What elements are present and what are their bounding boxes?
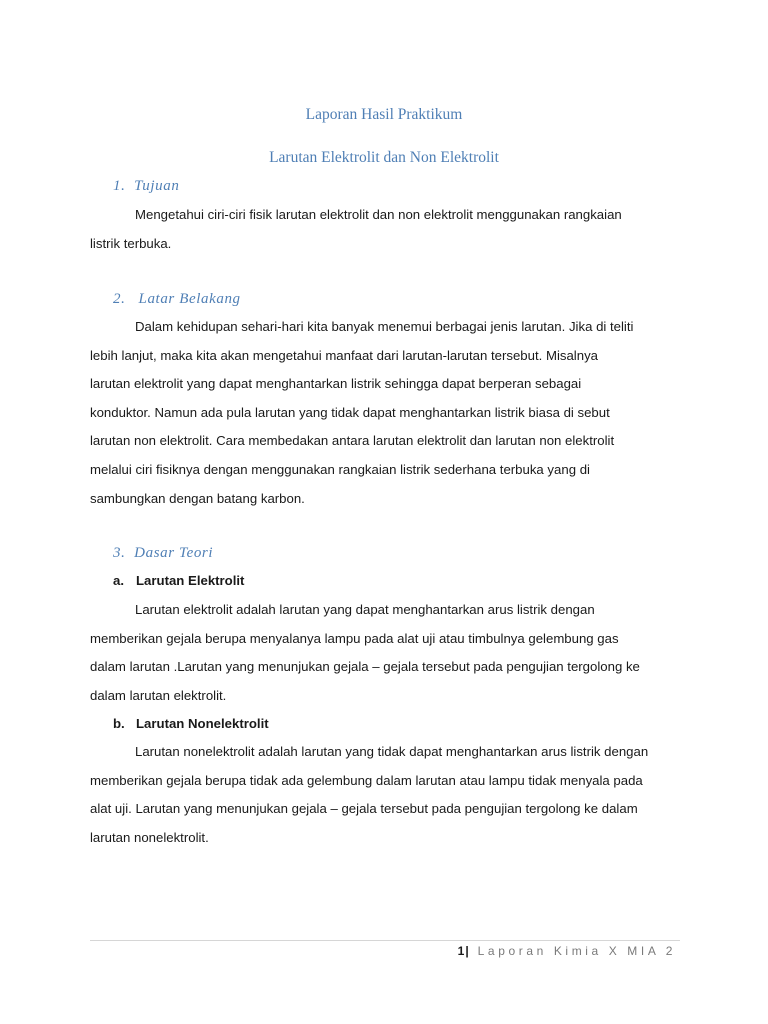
section-body-latar-belakang xyxy=(90,313,686,513)
section-number: 2. xyxy=(113,291,126,307)
document-title: Laporan Hasil Praktikum xyxy=(305,106,463,123)
section-title: Latar Belakang xyxy=(138,291,241,307)
paragraph-line: Larutan nonelektrolit adalah larutan yang tidak dapat menghantarkan arus listrik dengan xyxy=(135,744,649,759)
footer-separator: | xyxy=(465,944,471,958)
paragraph-line: Mengetahui ciri-ciri fisik larutan elektrolit dan non elektrolit menggunakan rangkaian xyxy=(135,207,622,222)
paragraph-line: dalam larutan .Larutan yang menunjukan gejala – gejala tersebut pada pengujian tergolong ke xyxy=(90,659,640,675)
document-subtitle: Larutan Elektrolit dan Non Elektrolit xyxy=(269,149,499,166)
paragraph-line: memberikan gejala berupa tidak ada gelembung dalam larutan atau lampu tidak menyala pada xyxy=(90,772,643,788)
paragraph-line: alat uji. Larutan yang menunjukan gejala – gejala tersebut pada pengujian tergolong ke dalam xyxy=(90,801,638,817)
section-heading-latar-belakang xyxy=(113,291,241,308)
paragraph-line: lebih lanjut, maka kita akan mengetahui manfaat dari larutan-larutan tersebut. Misalnya xyxy=(90,347,599,363)
paragraph-line: larutan non elektrolit. Cara membedakan antara larutan elektrolit dan larutan non elektrolit xyxy=(90,433,615,449)
section-body-tujuan xyxy=(90,201,686,258)
paragraph-line: dalam larutan elektrolit. xyxy=(90,687,227,703)
paragraph-line: larutan nonelektrolit. xyxy=(90,829,209,845)
page-number: 1 xyxy=(457,944,466,958)
subsection-title: Larutan Nonelektrolit xyxy=(136,716,269,731)
subsection-marker: b. xyxy=(113,716,125,731)
section-heading-dasar-teori xyxy=(113,545,213,562)
paragraph-line: memberikan gejala berupa menyalanya lampu pada alat uji atau timbulnya gelembung gas xyxy=(90,630,619,646)
paragraph-line: larutan elektrolit yang dapat menghantarkan listrik sehingga dapat berperan sebagai xyxy=(90,376,582,392)
section-title: Tujuan xyxy=(134,178,180,194)
page-footer xyxy=(458,944,676,958)
subsection-heading-larutan-elektrolit xyxy=(113,573,244,588)
section-title: Dasar Teori xyxy=(134,545,214,561)
subsection-marker: a. xyxy=(113,573,124,588)
subsection-heading-larutan-nonelektrolit xyxy=(113,716,269,731)
subsection-title: Larutan Elektrolit xyxy=(136,573,245,588)
paragraph-line: konduktor. Namun ada pula larutan yang tidak dapat menghantarkan listrik biasa di sebut xyxy=(90,404,610,420)
footer-divider xyxy=(90,940,680,941)
paragraph-line: Larutan elektrolit adalah larutan yang dapat menghantarkan arus listrik dengan xyxy=(135,602,595,617)
subsection-body-larutan-nonelektrolit xyxy=(90,738,686,852)
paragraph-line: melalui ciri fisiknya dengan menggunakan rangkaian listrik sederhana terbuka yang di xyxy=(90,461,590,477)
footer-text: Laporan Kimia X MIA 2 xyxy=(477,944,676,958)
section-number: 3. xyxy=(113,545,126,561)
subsection-body-larutan-elektrolit xyxy=(90,596,686,710)
paragraph-line: sambungkan dengan batang karbon. xyxy=(90,490,305,506)
paragraph-line: listrik terbuka. xyxy=(90,235,172,251)
paragraph-line: Dalam kehidupan sehari-hari kita banyak menemui berbagai jenis larutan. Jika di teliti xyxy=(135,319,634,334)
section-number: 1. xyxy=(113,178,126,194)
section-heading-tujuan xyxy=(113,178,179,195)
